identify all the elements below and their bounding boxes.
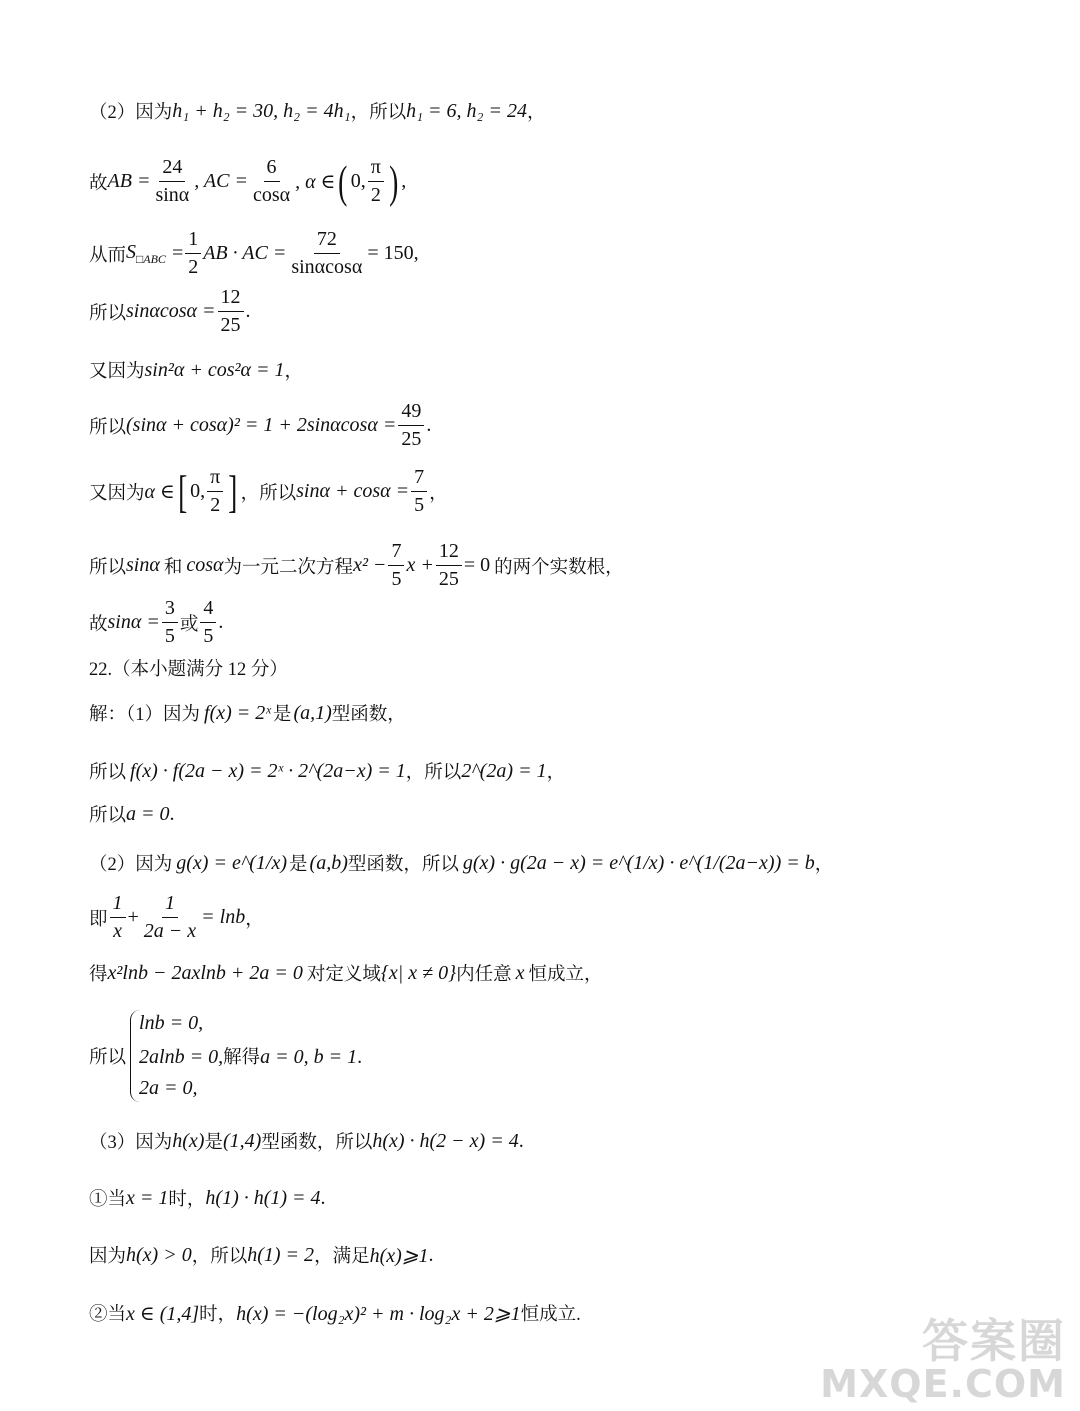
math-expr: x²lnb − 2axlnb + 2a = 0 xyxy=(107,961,303,984)
denominator: sinαcosα xyxy=(291,256,363,278)
text: , xyxy=(413,242,419,264)
question-title: 22.（本小题满分 12 分） xyxy=(89,660,288,680)
text: ， xyxy=(527,103,546,123)
math-expr: = xyxy=(171,242,184,264)
numerator: 6 xyxy=(264,156,280,182)
fraction xyxy=(411,466,427,517)
text: 是 xyxy=(204,1133,223,1153)
solution-line-4 xyxy=(89,286,1040,337)
system-row: 2a = 0, xyxy=(139,1077,198,1099)
math-expr: = 150 xyxy=(367,242,414,264)
math-expr: {x| x ≠ 0} xyxy=(380,961,457,984)
text: ， xyxy=(429,483,448,504)
numerator: 24 xyxy=(159,156,185,182)
text: 时， xyxy=(199,1305,237,1325)
numerator: 12 xyxy=(436,540,462,566)
text: ， xyxy=(546,763,566,783)
text: 所以 xyxy=(89,1048,127,1068)
text: ②当 xyxy=(89,1305,127,1325)
text: ， xyxy=(284,362,304,382)
text: 时， xyxy=(168,1190,206,1210)
text: 恒成立. xyxy=(520,1305,581,1325)
solution-line-12 xyxy=(89,758,1040,784)
solution-line-3 xyxy=(89,228,1040,279)
text: 的两个实数根， xyxy=(494,557,624,578)
text: 解得 xyxy=(223,1048,261,1068)
fraction xyxy=(162,597,178,648)
text: ，所以 xyxy=(191,1247,248,1267)
math-expr xyxy=(126,241,166,267)
text: . xyxy=(169,802,175,825)
math-expr: x = 1 xyxy=(126,1186,169,1209)
text: 所以 xyxy=(89,763,127,783)
fraction xyxy=(152,156,192,207)
denominator: 5 xyxy=(164,625,175,647)
math-expr: sinα + cosα = xyxy=(296,480,410,502)
denominator: x xyxy=(113,920,122,942)
text: 所以 xyxy=(89,557,127,578)
text: 故 xyxy=(89,173,108,194)
watermark-logo: 答案圈 xyxy=(922,1313,1066,1368)
fraction xyxy=(218,286,244,337)
math-expr: g(x) = e^(1/x) xyxy=(176,851,288,874)
denominator: 2 xyxy=(370,184,381,206)
math-expr: cosα xyxy=(186,554,224,576)
math-expr: a = 0, b = 1 xyxy=(260,1046,358,1068)
text: 是 xyxy=(272,705,292,725)
text: 是 xyxy=(289,855,308,875)
math-expr: AB = xyxy=(107,170,151,192)
text: （2）因为 xyxy=(89,103,173,123)
fraction xyxy=(388,540,404,591)
text: 得 xyxy=(89,965,108,985)
system-row xyxy=(139,1043,362,1069)
subscript: □ABC xyxy=(136,251,166,266)
text: 故 xyxy=(89,614,108,635)
math-expr: , α ∈ xyxy=(295,171,336,193)
math-expr: sinα xyxy=(126,554,160,576)
text: 和 xyxy=(163,557,183,578)
math-expr: (a,b) xyxy=(309,851,348,874)
math-expr: h(1) = 2 xyxy=(247,1243,315,1266)
math-expr: + xyxy=(127,906,139,928)
numerator: π xyxy=(207,466,223,492)
left-paren: ( xyxy=(338,155,348,207)
solution-line-20 xyxy=(89,1242,1040,1268)
math-expr: x ∈ (1,4] xyxy=(126,1302,200,1325)
brace-group xyxy=(130,1010,362,1102)
text: 又因为 xyxy=(89,362,145,382)
text: 所以 xyxy=(89,806,127,826)
math-expr: x xyxy=(515,961,525,984)
numerator: 12 xyxy=(218,286,244,312)
text: 即 xyxy=(89,909,108,930)
math-expr: (1,4) xyxy=(222,1129,262,1152)
text: ，所以 xyxy=(240,483,297,504)
numerator: 72 xyxy=(314,228,340,254)
solution-line-11 xyxy=(89,700,1040,726)
numerator: π xyxy=(368,156,384,182)
text: （3）因为 xyxy=(89,1133,173,1153)
solution-line-7 xyxy=(89,466,1040,517)
solution-line-18 xyxy=(89,1128,1040,1154)
system-row: lnb = 0, xyxy=(139,1012,204,1034)
text: 型函数，所以 xyxy=(261,1133,373,1153)
math-expr: = lnb xyxy=(201,906,246,928)
area-symbol: S xyxy=(126,240,137,263)
math-expr: h(x) · h(2 − x) = 4 xyxy=(372,1129,519,1152)
text: 型函数， xyxy=(331,705,406,725)
text: 所以 xyxy=(89,417,127,438)
math-expr: h(x) xyxy=(172,1129,205,1152)
text: 又因为 xyxy=(89,483,145,504)
denominator: 25 xyxy=(438,568,459,590)
numerator: 1 xyxy=(185,228,201,254)
math-expr: h(x) > 0 xyxy=(126,1243,192,1266)
numerator: 1 xyxy=(162,892,178,918)
denominator: 5 xyxy=(203,625,214,647)
denominator: sinα xyxy=(155,184,190,206)
text: , xyxy=(401,170,407,192)
right-bracket: ] xyxy=(228,465,238,517)
math-expr: 2alnb = 0, xyxy=(139,1046,224,1068)
math-expr: (a,1) xyxy=(293,701,332,724)
fraction xyxy=(436,540,462,591)
math-expr: 0, xyxy=(190,480,206,502)
solution-line-13 xyxy=(89,801,1040,827)
equation-system xyxy=(126,1010,362,1102)
denominator: 5 xyxy=(391,568,402,590)
text: . xyxy=(218,611,224,633)
text: . xyxy=(320,1186,326,1209)
solution-line-17 xyxy=(89,1010,1040,1102)
text: 内任意 xyxy=(456,965,512,985)
text: . xyxy=(357,1046,363,1068)
fraction xyxy=(368,156,384,207)
solution-line-15 xyxy=(89,892,1040,943)
math-expr: sin²α + cos²α = 1 xyxy=(144,358,285,381)
solution-line-5 xyxy=(89,357,1040,383)
math-expr: sinαcosα = xyxy=(126,300,216,322)
denominator: 2 xyxy=(210,494,221,516)
numerator: 7 xyxy=(411,466,427,492)
text: 型函数，所以 xyxy=(347,855,459,875)
math-expr: h₁ = 6, h₂ = 24 xyxy=(406,99,527,122)
math-expr: f(x) = 2ˣ xyxy=(204,701,271,724)
text: . xyxy=(428,1243,434,1266)
watermark xyxy=(820,1313,1066,1407)
text: 解：（1）因为 xyxy=(89,705,201,725)
math-expr: , AC = xyxy=(194,170,248,192)
left-bracket: [ xyxy=(177,465,188,517)
numerator: 4 xyxy=(200,597,216,623)
fraction xyxy=(207,466,223,517)
denominator: 2 xyxy=(188,256,199,278)
text: ，满足 xyxy=(314,1247,370,1267)
text: 或 xyxy=(179,614,199,635)
math-expr: AB · AC = xyxy=(203,242,287,264)
fraction xyxy=(398,400,424,451)
solution-line-19 xyxy=(89,1185,1040,1211)
fraction xyxy=(250,156,293,207)
fraction xyxy=(185,228,201,279)
math-expr: h₁ + h₂ = 30, h₂ = 4h₁ xyxy=(172,99,351,122)
text: ，所以 xyxy=(350,103,407,123)
question-header xyxy=(89,655,1040,681)
math-expr: f(x) · f(2a − x) = 2ˣ · 2^(2a−x) = 1 xyxy=(130,759,406,782)
right-paren: ) xyxy=(388,155,399,207)
solution-line-16 xyxy=(89,960,1040,986)
fraction xyxy=(200,597,216,648)
text: 所以 xyxy=(89,303,127,324)
math-expr: 2^(2a) = 1 xyxy=(461,759,547,782)
math-expr: h(1) · h(1) = 4 xyxy=(205,1186,321,1209)
math-expr: x² − xyxy=(353,554,387,576)
watermark-url: MXQE.COM xyxy=(820,1362,1066,1407)
math-expr: α ∈ xyxy=(144,481,175,503)
denominator: 5 xyxy=(414,494,425,516)
solution-line-8 xyxy=(89,540,1040,591)
math-expr: = 0 xyxy=(463,554,491,576)
math-expr: (sinα + cosα)² = 1 + 2sinαcosα = xyxy=(126,414,397,436)
text: . xyxy=(518,1129,524,1152)
text: . xyxy=(426,414,432,436)
text: 恒成立， xyxy=(528,965,603,985)
fraction xyxy=(288,228,365,279)
text: ， xyxy=(814,855,834,875)
text: 对定义域 xyxy=(306,965,381,985)
math-expr: sinα = xyxy=(107,611,160,633)
numerator: 1 xyxy=(110,892,126,918)
denominator: 25 xyxy=(401,428,422,450)
text: ，所以 xyxy=(405,763,462,783)
text: ， xyxy=(245,909,264,930)
denominator: 25 xyxy=(220,314,241,336)
fraction xyxy=(110,892,126,943)
text: ①当 xyxy=(89,1190,127,1210)
denominator: cosα xyxy=(252,184,291,206)
solution-line-14 xyxy=(89,850,1040,876)
text: 因为 xyxy=(89,1247,127,1267)
math-expr: g(x) · g(2a − x) = e^(1/x) · e^(1/(2a−x)) = b xyxy=(462,851,815,874)
text: （2）因为 xyxy=(89,855,173,875)
math-expr: 0, xyxy=(350,170,366,192)
math-expr: h(x) = −(log₂x)² + m · log₂x + 2⩾1 xyxy=(236,1302,521,1325)
text: 从而 xyxy=(89,245,127,266)
numerator: 7 xyxy=(388,540,404,566)
denominator: 2a − x xyxy=(143,920,197,942)
solution-line-9 xyxy=(89,597,1040,648)
numerator: 3 xyxy=(162,597,178,623)
fraction xyxy=(141,892,199,943)
solution-line-6 xyxy=(89,400,1040,451)
math-expr: a = 0 xyxy=(126,802,170,825)
math-expr: h(x)⩾1 xyxy=(369,1244,429,1267)
text: . xyxy=(245,300,251,322)
solution-line-2 xyxy=(89,156,1040,207)
solution-line-1 xyxy=(89,98,1040,124)
numerator: 49 xyxy=(398,400,424,426)
text: 为一元二次方程 xyxy=(223,557,354,578)
math-expr: x + xyxy=(406,554,434,576)
